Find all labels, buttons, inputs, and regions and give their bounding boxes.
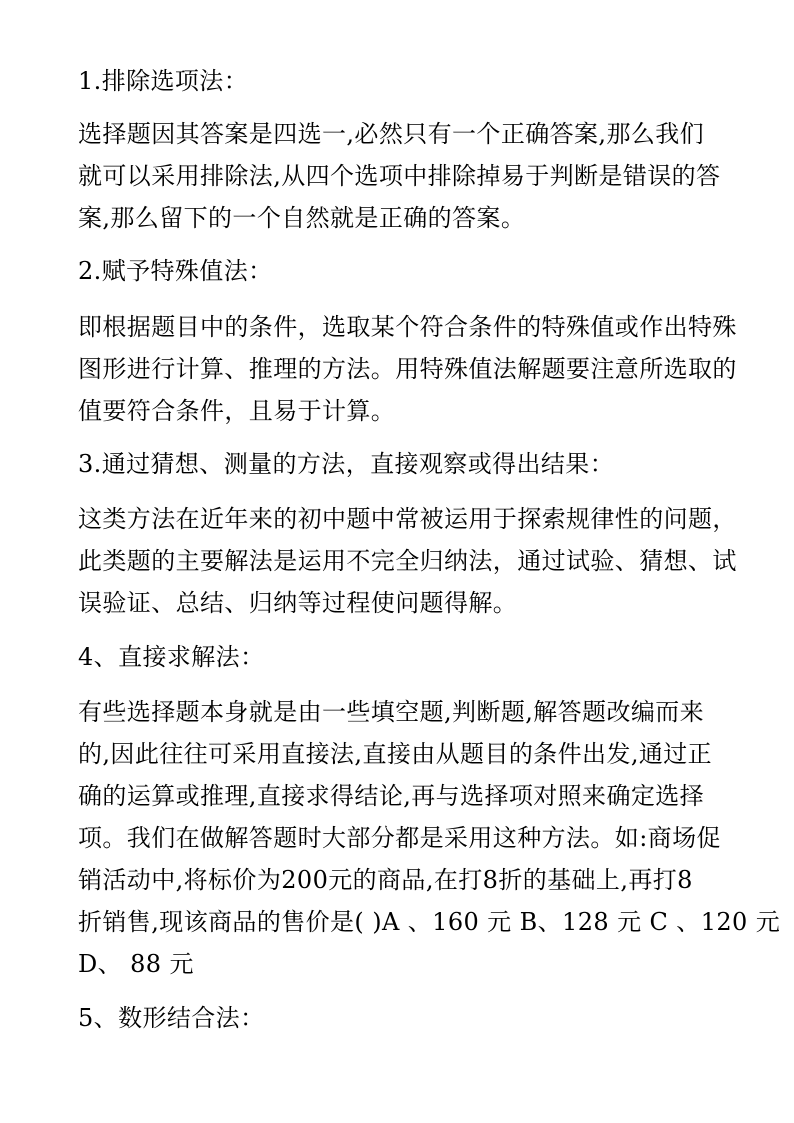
body-line: 就可以采用排除法,从四个选项中排除掉易于判断是错误的答 bbox=[78, 162, 721, 190]
body-line: 此类题的主要解法是运用不完全归纳法，通过试验、猜想、试 bbox=[78, 547, 737, 575]
body-line: 值要符合条件，且易于计算。 bbox=[78, 397, 396, 425]
section-1-heading bbox=[78, 60, 728, 102]
section-3-heading bbox=[78, 443, 728, 485]
heading-text: 3.通过猜想、测量的方法，直接观察或得出结果： bbox=[78, 450, 615, 478]
body-line: 确的运算或推理,直接求得结论,再与选择项对照来确定选择 bbox=[78, 782, 705, 810]
body-line: 误验证、总结、归纳等过程使问题得解。 bbox=[78, 589, 518, 617]
heading-text: 2.赋予特殊值法： bbox=[78, 257, 273, 285]
section-2-heading bbox=[78, 250, 728, 292]
section-4-heading bbox=[78, 636, 728, 678]
section-1-body bbox=[78, 113, 728, 239]
body-line: 折销售,现该商品的售价是( )A 、160 元 B、128 元 C 、120 元 bbox=[78, 908, 781, 936]
body-line: 有些选择题本身就是由一些填空题,判断题,解答题改编而来 bbox=[78, 698, 705, 726]
section-2-body bbox=[78, 306, 737, 432]
body-line: 案,那么留下的一个自然就是正确的答案。 bbox=[78, 204, 526, 232]
body-line: 的,因此往往可采用直接法,直接由从题目的条件出发,通过正 bbox=[78, 740, 713, 768]
body-line: 即根据题目中的条件，选取某个符合条件的特殊值或作出特殊 bbox=[78, 313, 737, 341]
heading-text: 1.排除选项法： bbox=[78, 67, 249, 95]
section-3-body bbox=[78, 498, 737, 624]
heading-text: 4、直接求解法： bbox=[78, 643, 265, 671]
body-line: 图形进行计算、推理的方法。用特殊值法解题要注意所选取的 bbox=[78, 355, 737, 383]
body-line: 这类方法在近年来的初中题中常被运用于探索规律性的问题， bbox=[78, 505, 737, 533]
heading-text: 5、数形结合法： bbox=[78, 1004, 265, 1032]
body-line: 项。我们在做解答题时大部分都是采用这种方法。如:商场促 bbox=[78, 824, 721, 852]
section-5-heading bbox=[78, 997, 728, 1039]
body-line: 选择题因其答案是四选一,必然只有一个正确答案,那么我们 bbox=[78, 120, 705, 148]
body-line: 销活动中,将标价为200元的商品,在打8折的基础上,再打8 bbox=[78, 866, 693, 894]
section-4-body bbox=[78, 691, 781, 985]
body-line: D、 88 元 bbox=[78, 950, 194, 978]
